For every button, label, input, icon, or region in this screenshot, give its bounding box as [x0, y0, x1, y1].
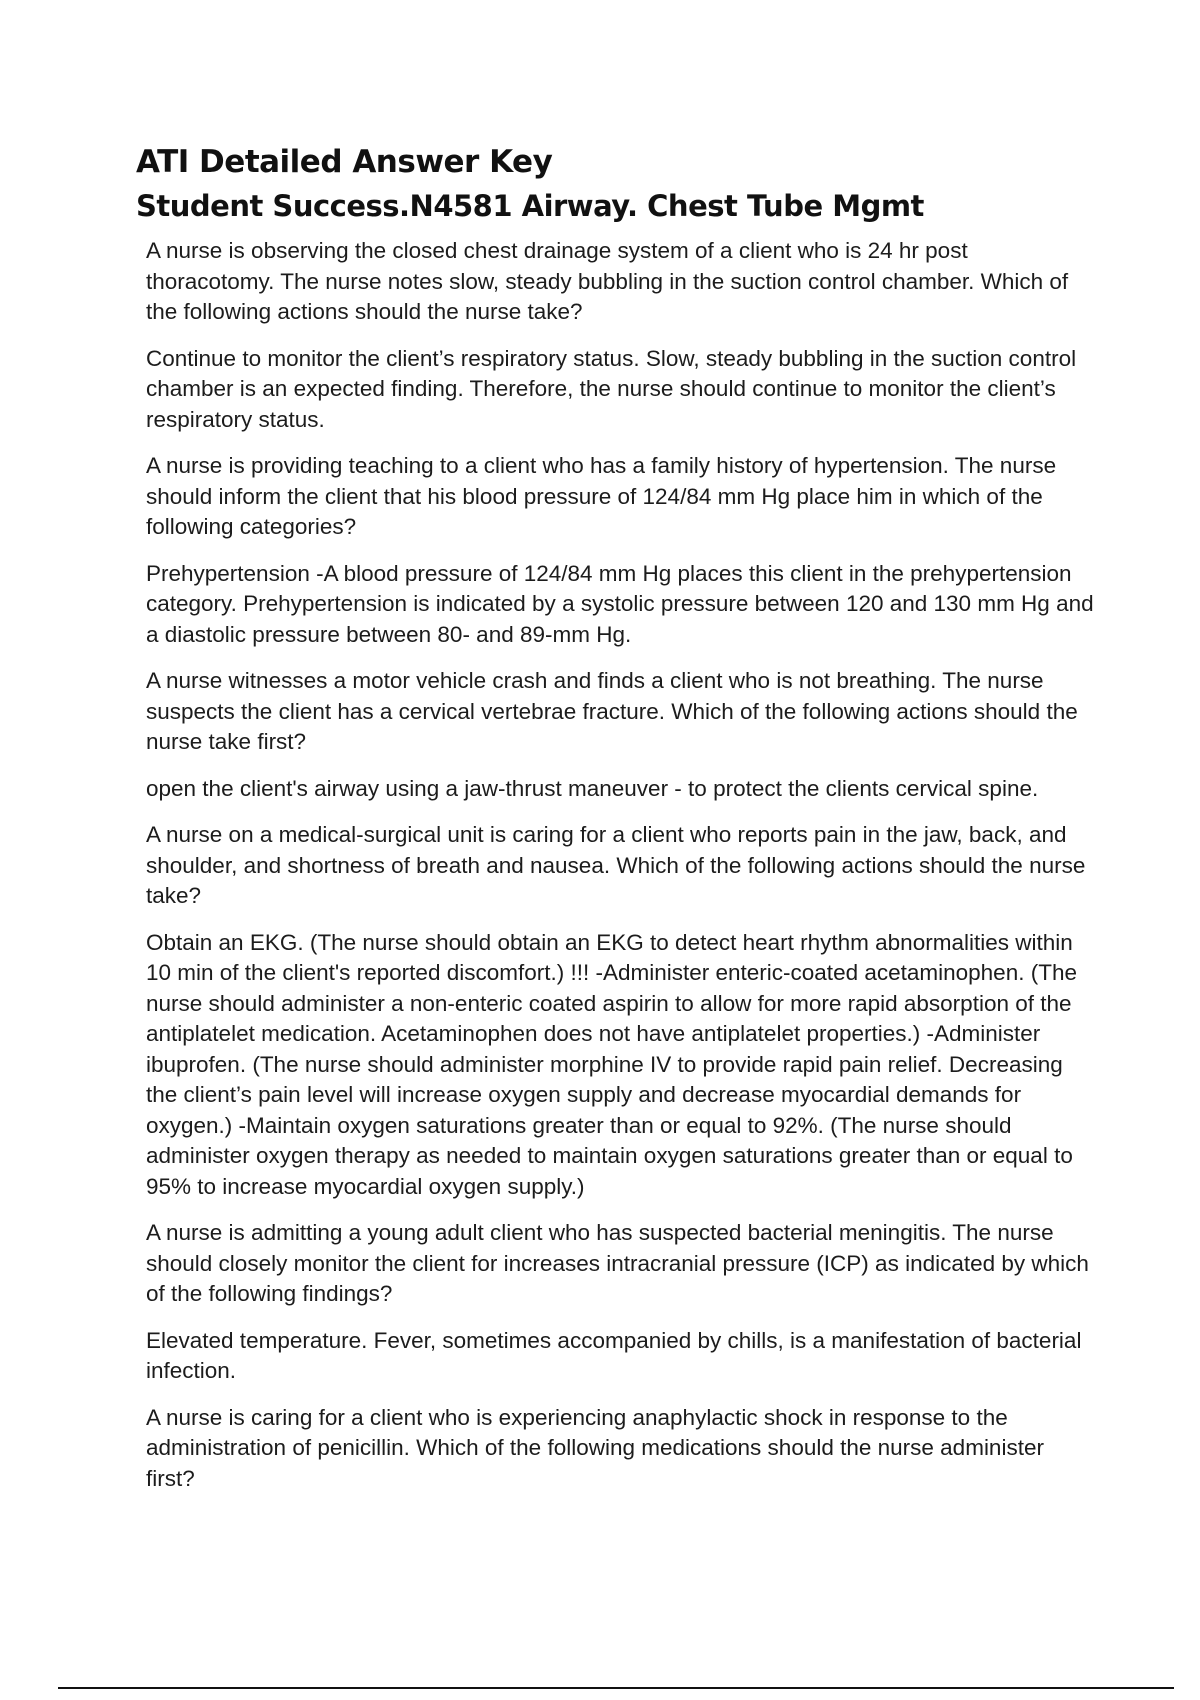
- answer-paragraph: Obtain an EKG. (The nurse should obtain an EKG to detect heart rhythm abnormalities within 10 min of the client's reported discomfort.) !!! -Administer enteric-coated acetaminophen. (The nurse should administer a non-enteric coated aspirin to allow for more rapid absorption of the antiplatelet medication. Acetaminophen does not have antiplatelet properties.) -Administer ibuprofen. (The nurse should administer morphine IV to provide rapid pain relief. Decreasing the client’s pain level will increase oxygen supply and decrease myocardial demands for oxygen.) -Maintain oxygen saturations greater than or equal to 92%. (The nurse should administer oxygen therapy as needed to maintain oxygen saturations greater than or equal to 95% to increase myocardial oxygen supply.): [146, 929, 1077, 1199]
- question-paragraph: A nurse is providing teaching to a client who has a family history of hypertension. The nurse should inform the client that his blood pressure of 124/84 mm Hg place him in which of the following categories?: [146, 453, 1057, 539]
- answer-paragraph: open the client's airway using a jaw-thrust maneuver - to protect the clients cervical spine.: [146, 775, 1039, 801]
- question-paragraph: A nurse is observing the closed chest drainage system of a client who is 24 hr post thoracotomy. The nurse notes slow, steady bubbling in the suction control chamber. Which of the following actions should the nurse take?: [146, 238, 1069, 324]
- answer-paragraph: Continue to monitor the client’s respiratory status. Slow, steady bubbling in the suction control chamber is an expected finding. Therefore, the nurse should continue to monitor the client’s respiratory status.: [146, 345, 1077, 432]
- document-body: [146, 236, 1096, 1510]
- document-subtitle: Student Success.N4581 Airway. Chest Tube Mgmt: [136, 189, 924, 223]
- question-paragraph: A nurse is caring for a client who is experiencing anaphylactic shock in response to the administration of penicillin. Which of the following medications should the nurse administer first?: [146, 1404, 1044, 1491]
- document-title: ATI Detailed Answer Key: [136, 144, 553, 180]
- document-heading: [136, 140, 1136, 228]
- question-paragraph: A nurse on a medical-surgical unit is caring for a client who reports pain in the jaw, back, and shoulder, and shortness of breath and nausea. Which of the following actions should the nurse take?: [146, 822, 1086, 908]
- footer-divider: [58, 1687, 1174, 1689]
- question-paragraph: A nurse is admitting a young adult client who has suspected bacterial meningitis. The nurse should closely monitor the client for increases intracranial pressure (ICP) as indicated by which of the following findings?: [146, 1220, 1089, 1306]
- answer-paragraph: Prehypertension -A blood pressure of 124/84 mm Hg places this client in the prehypertension category. Prehypertension is indicated by a systolic pressure between 120 and 130 mm Hg and a diastolic pressure between 80- and 89-mm Hg.: [146, 560, 1094, 647]
- question-paragraph: A nurse witnesses a motor vehicle crash and finds a client who is not breathing. The nurse suspects the client has a cervical vertebrae fracture. Which of the following actions should the nurse take first?: [146, 668, 1078, 754]
- answer-paragraph: Elevated temperature. Fever, sometimes accompanied by chills, is a manifestation of bacterial infection.: [146, 1327, 1082, 1383]
